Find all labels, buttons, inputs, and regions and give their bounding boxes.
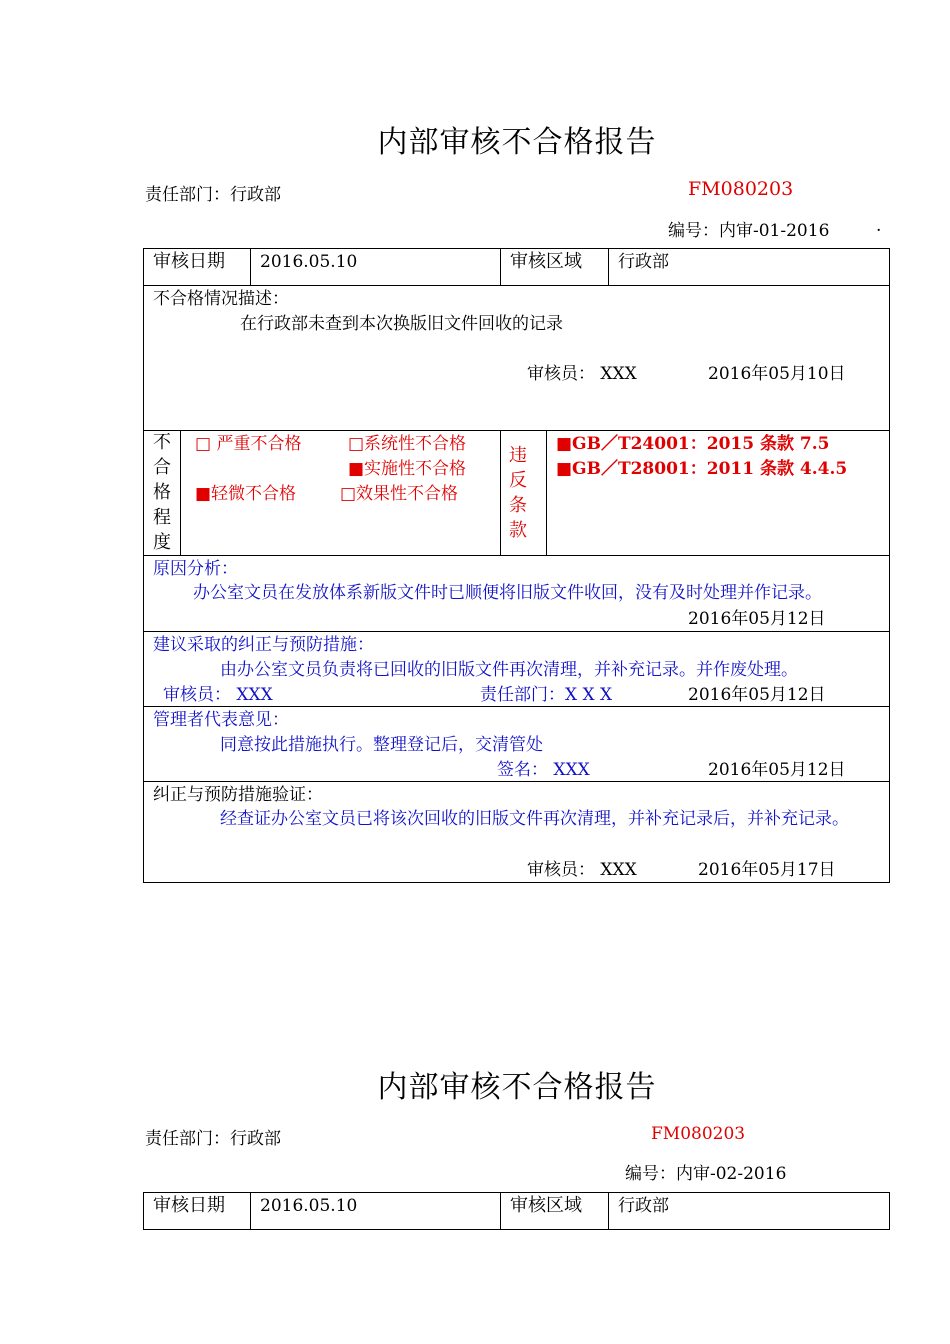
mgmt-date: 2016年05月12日 [708,760,846,780]
degree-systemic: □系统性不合格 [348,434,467,454]
mgmt-signature: 签名： XXX [497,760,590,780]
serial-dot: . [876,216,882,236]
audit-date-value: 2016.05.10 [260,1196,358,1216]
cause-date: 2016年05月12日 [688,609,826,629]
serial-number: 编号：内审-01-2016 [668,221,830,241]
nc-auditor: 审核员： XXX [527,364,637,384]
degree-severe: □ 严重不合格 [195,434,302,454]
verify-label: 纠正与预防措施验证： [153,785,323,805]
audit-date-value: 2016.05.10 [260,252,358,272]
action-auditor: 审核员： XXX [163,685,273,705]
action-label: 建议采取的纠正与预防措施： [153,635,374,655]
form-code: FM080203 [651,1124,746,1144]
nc-desc-text: 在行政部未查到本次换版旧文件回收的记录 [240,314,563,334]
audit-area-value: 行政部 [618,1196,669,1216]
nc-date: 2016年05月10日 [708,364,846,384]
audit-area-label: 审核区域 [510,251,582,272]
audit-area-value: 行政部 [618,252,669,272]
clause-2: ■GB／T28001：2011 条款 4.4.5 [556,459,848,479]
nc-desc-label: 不合格情况描述： [153,289,289,309]
responsible-dept: 责任部门：行政部 [145,185,281,205]
form-code: FM080203 [688,178,794,200]
degree-implementation: ■实施性不合格 [348,459,467,479]
mgmt-label: 管理者代表意见： [153,710,289,730]
clause-1: ■GB／T24001：2015 条款 7.5 [556,434,830,454]
verify-date: 2016年05月17日 [698,860,836,880]
responsible-dept: 责任部门：行政部 [145,1129,281,1149]
verify-auditor: 审核员： XXX [527,860,637,880]
degree-minor: ■轻微不合格 [195,484,297,504]
degree-effectiveness: □效果性不合格 [340,484,459,504]
audit-area-label: 审核区域 [510,1195,582,1216]
cause-text: 办公室文员在发放体系新版文件时已顺便将旧版文件收回，没有及时处理并作记录。 [193,583,822,603]
degree-label: 不合格程度 [153,432,171,553]
report-title: 内部审核不合格报告 [377,1070,657,1105]
action-date: 2016年05月12日 [688,685,826,705]
serial-number: 编号：内审-02-2016 [625,1164,787,1184]
action-dept: 责任部门：X X X [480,685,613,705]
audit-date-label: 审核日期 [153,1195,225,1216]
report-title: 内部审核不合格报告 [377,125,657,160]
violated-clauses-label: 违反条款 [509,445,527,541]
audit-date-label: 审核日期 [153,251,225,272]
action-text: 由办公室文员负责将已回收的旧版文件再次清理，并补充记录。并作废处理。 [220,660,798,680]
cause-label: 原因分析： [153,559,238,579]
verify-text: 经查证办公室文员已将该次回收的旧版文件再次清理，并补充记录后，并补充记录。 [220,809,849,829]
mgmt-text: 同意按此措施执行。整理登记后，交清管处 [220,735,543,755]
